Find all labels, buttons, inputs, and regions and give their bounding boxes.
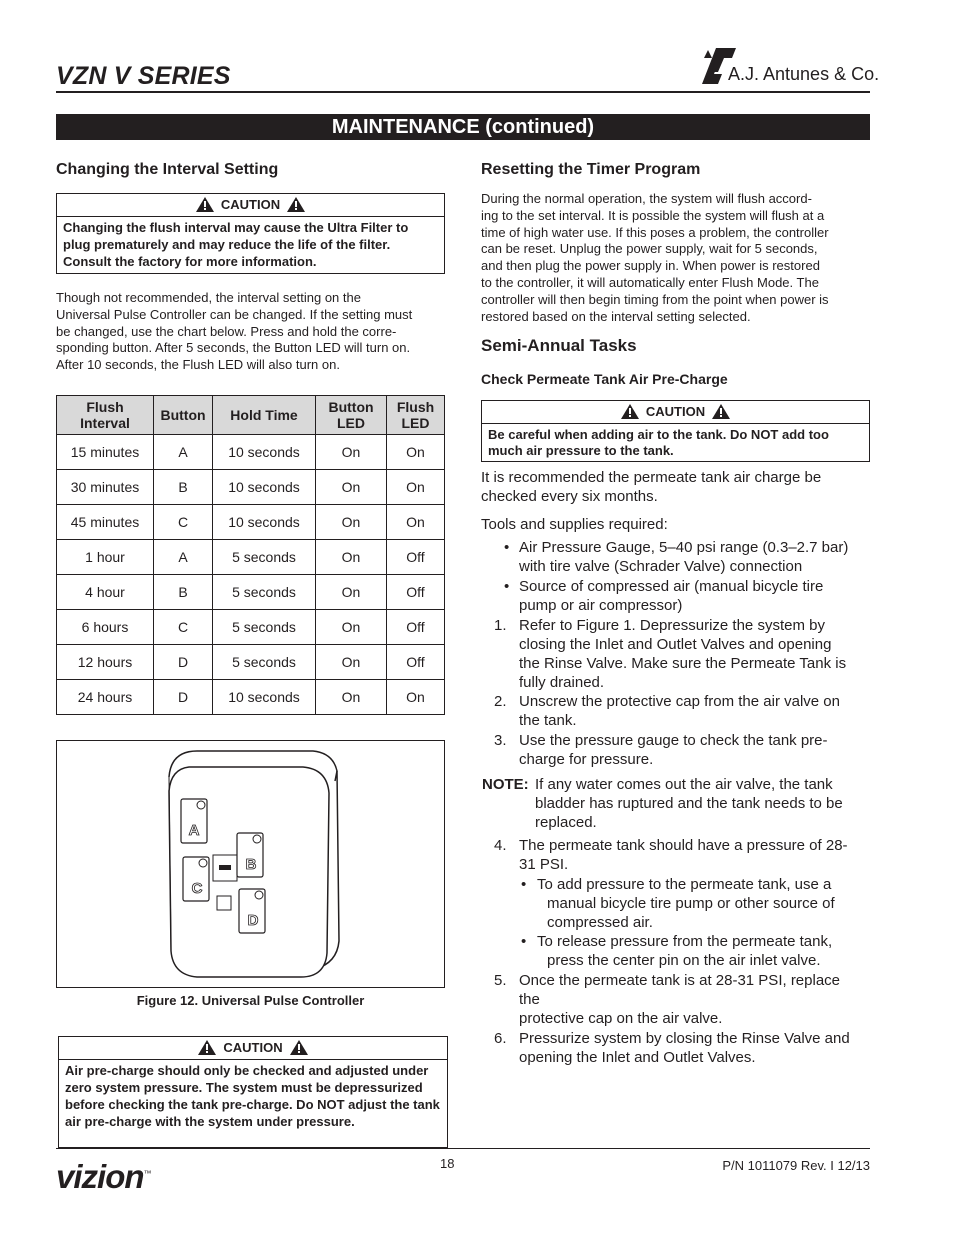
- cell: 10 seconds: [213, 680, 316, 715]
- reset-paragraph: [481, 191, 870, 325]
- text-line: 31 PSI.: [519, 856, 569, 873]
- col-header: Button LED: [316, 396, 387, 435]
- warning-icon: [289, 1039, 309, 1056]
- note-text: [535, 775, 872, 832]
- col-header: Flush Interval: [57, 396, 154, 435]
- cell: 4 hour: [57, 575, 154, 610]
- text-line: checked every six months.: [481, 488, 658, 505]
- interval-intro: [56, 290, 448, 374]
- figure-caption: Figure 12. Universal Pulse Controller: [136, 993, 365, 1008]
- table-row: [57, 505, 445, 540]
- table-row: [57, 645, 445, 680]
- text-line: controller will then begin timing from the point when power is: [481, 291, 829, 307]
- company-name: A.J. Antunes & Co.: [728, 64, 880, 84]
- cell: D: [154, 680, 213, 715]
- text-line: fully drained.: [519, 674, 605, 691]
- caution-text: Be careful when adding air to the tank. Do NOT add too much air pressure to the tank.: [488, 427, 829, 458]
- cell: 30 minutes: [57, 470, 154, 505]
- list-item: [481, 971, 871, 1028]
- sub-list-item: [481, 875, 871, 932]
- button-label: B: [245, 856, 257, 873]
- bullet: •: [504, 578, 510, 595]
- caution-label: CAUTION: [223, 1040, 283, 1055]
- list-text: [519, 538, 871, 576]
- cell: On: [316, 470, 387, 505]
- cell: 5 seconds: [213, 645, 316, 680]
- cell: 12 hours: [57, 645, 154, 680]
- cell: On: [316, 540, 387, 575]
- cell: 24 hours: [57, 680, 154, 715]
- text-line: protective cap on the air valve.: [519, 1010, 723, 1027]
- list-text: [519, 731, 871, 769]
- bullet: •: [521, 933, 527, 950]
- text-line: closing the Inlet and Outlet Valves and opening: [519, 636, 832, 653]
- cell: B: [154, 470, 213, 505]
- cell: 10 seconds: [213, 505, 316, 540]
- cell: A: [154, 540, 213, 575]
- col-header: Hold Time: [213, 396, 316, 435]
- cell: On: [316, 680, 387, 715]
- text-line: Pressurize system by closing the Rinse Valve and: [519, 1030, 850, 1047]
- semiannual-heading: Semi-Annual Tasks: [481, 336, 637, 355]
- center-logo-mark: [219, 865, 231, 870]
- text-line: ing to the set interval. It is possible the system will flush at a: [481, 207, 825, 223]
- trademark: ™: [143, 1169, 151, 1178]
- bullet: •: [521, 876, 527, 893]
- precharge-subheading: Check Permeate Tank Air Pre-Charge: [481, 371, 728, 387]
- tools-label: Tools and supplies required:: [481, 516, 668, 533]
- interval-heading: Changing the Interval Setting: [56, 161, 279, 178]
- text-line: pump or air compressor): [519, 597, 683, 614]
- caution-text: Air pre-charge should only be checked and adjusted under zero system pressure. The system must be depressurized before checking the tank pre-charge. Do NOT adjust the tank air pre-charge with the system under pressure.: [65, 1063, 440, 1129]
- cell: B: [154, 575, 213, 610]
- list-text: [519, 1029, 871, 1067]
- button-label: D: [247, 912, 259, 929]
- series-title: VZN V SERIES: [56, 62, 231, 90]
- cell: On: [316, 610, 387, 645]
- list-item: [481, 731, 871, 769]
- step-number: 3.: [494, 732, 507, 749]
- caution-box-filter: [56, 193, 445, 274]
- text-line: the: [519, 991, 540, 1008]
- list-item: [481, 538, 871, 576]
- step-number: 2.: [494, 693, 507, 710]
- button-label: C: [191, 880, 203, 897]
- footer-rule: [56, 1148, 870, 1149]
- table-row: [57, 680, 445, 715]
- caution-label: CAUTION: [220, 197, 281, 212]
- warning-icon: [286, 196, 306, 213]
- text-line: to the controller, it will automatically enter Flush Mode. The: [481, 274, 819, 290]
- cell: 15 minutes: [57, 435, 154, 470]
- table-row: [57, 470, 445, 505]
- text-line: Refer to Figure 1. Depressurize the system by: [519, 617, 825, 634]
- cell: C: [154, 610, 213, 645]
- cell: On: [387, 435, 445, 470]
- cell: On: [387, 680, 445, 715]
- page-number: 18: [440, 1156, 455, 1171]
- sub-list-item: [481, 932, 871, 970]
- list-text: [537, 932, 871, 970]
- recommend-paragraph: [481, 468, 870, 506]
- text-line: time of high water use. If this poses a problem, the controller: [481, 224, 829, 240]
- interval-table: [56, 395, 445, 715]
- caution-box-precharge: [58, 1036, 448, 1148]
- text-line: Unscrew the protective cap from the air valve on: [519, 693, 840, 710]
- text-line: sponding button. After 5 seconds, the Button LED will turn on.: [56, 340, 411, 356]
- list-text: [519, 616, 871, 692]
- text-line: After 10 seconds, the Flush LED will also turn on.: [56, 357, 340, 373]
- text-line: Use the pressure gauge to check the tank pre-: [519, 732, 828, 749]
- cell: C: [154, 505, 213, 540]
- list-item: [481, 692, 871, 730]
- cell: 5 seconds: [213, 540, 316, 575]
- cell: On: [387, 470, 445, 505]
- cell: Off: [387, 575, 445, 610]
- text-line: press the center pin on the air inlet valve.: [547, 952, 821, 969]
- text-line: The permeate tank should have a pressure of 28-: [519, 837, 848, 854]
- cell: A: [154, 435, 213, 470]
- text-line: Air Pressure Gauge, 5–40 psi range (0.3–2.7 bar): [519, 539, 849, 556]
- text-line: During the normal operation, the system will flush accord-: [481, 191, 812, 206]
- step-number: 4.: [494, 837, 507, 854]
- text-line: bladder has ruptured and the tank needs to be: [535, 795, 843, 812]
- cell: D: [154, 645, 213, 680]
- header-rule: [56, 91, 870, 93]
- cell: On: [387, 505, 445, 540]
- text-line: be changed, use the chart below. Press and hold the corre-: [56, 323, 397, 339]
- cell: 5 seconds: [213, 610, 316, 645]
- part-number: P/N 1011079 Rev. I 12/13: [722, 1158, 870, 1173]
- list-text: [537, 875, 871, 932]
- cell: Off: [387, 645, 445, 680]
- cell: 45 minutes: [57, 505, 154, 540]
- list-text: [519, 577, 871, 615]
- text-line: the Rinse Valve. Make sure the Permeate Tank is: [519, 655, 847, 672]
- list-item: [481, 577, 871, 615]
- list-item: [481, 836, 871, 874]
- table-row: [57, 610, 445, 645]
- warning-icon: [620, 403, 640, 420]
- caution-header: [57, 194, 444, 217]
- brand-name: vizion: [56, 1158, 144, 1195]
- cell: 10 seconds: [213, 435, 316, 470]
- text-line: and then plug the power supply in. When power is restored: [481, 258, 820, 274]
- pulse-controller-illustration: [57, 741, 444, 987]
- list-item: [481, 1029, 871, 1067]
- text-line: compressed air.: [547, 914, 653, 931]
- col-header: Flush LED: [387, 396, 445, 435]
- col-header: Button: [154, 396, 213, 435]
- table-header-row: [57, 396, 445, 435]
- text-line: To add pressure to the permeate tank, use a: [537, 876, 832, 893]
- bullet: •: [504, 539, 510, 556]
- button-label: A: [188, 822, 200, 839]
- warning-icon: [195, 196, 215, 213]
- text-line: the tank.: [519, 712, 577, 729]
- cell: Off: [387, 540, 445, 575]
- caution-text: Changing the flush interval may cause the Ultra Filter to plug prematurely and may reduce the life of the filter. Consult the factory for more information.: [63, 220, 409, 269]
- cell: On: [316, 435, 387, 470]
- text-line: To release pressure from the permeate tank,: [537, 933, 833, 950]
- text-line: Once the permeate tank is at 28-31 PSI, replace: [519, 972, 841, 989]
- note-label: NOTE:: [482, 776, 529, 793]
- table-row: [57, 435, 445, 470]
- note-block: [482, 775, 872, 832]
- step-number: 1.: [494, 617, 507, 634]
- caution-label: CAUTION: [645, 404, 706, 419]
- step-number: 6.: [494, 1030, 507, 1047]
- text-line: Universal Pulse Controller can be changed. If the setting must: [56, 306, 413, 322]
- caution-header: [59, 1037, 447, 1060]
- text-line: If any water comes out the air valve, the tank: [535, 776, 833, 793]
- text-line: charge for pressure.: [519, 751, 654, 768]
- caution-header: [482, 401, 869, 424]
- text-line: It is recommended the permeate tank air charge be: [481, 469, 822, 486]
- text-line: can be reset. Unplug the power supply, wait for 5 seconds,: [481, 241, 818, 257]
- cell: On: [316, 575, 387, 610]
- text-line: with tire valve (Schrader Valve) connection: [519, 558, 803, 575]
- vizion-logo: [56, 1158, 151, 1196]
- warning-icon: [711, 403, 731, 420]
- reset-heading: Resetting the Timer Program: [481, 161, 701, 178]
- cell: 1 hour: [57, 540, 154, 575]
- table-row: [57, 540, 445, 575]
- text-line: manual bicycle tire pump or other source of: [547, 895, 835, 912]
- text-line: replaced.: [535, 814, 597, 831]
- cell: On: [316, 645, 387, 680]
- cell: Off: [387, 610, 445, 645]
- text-line: opening the Inlet and Outlet Valves.: [519, 1049, 756, 1066]
- cell: On: [316, 505, 387, 540]
- warning-icon: [197, 1039, 217, 1056]
- cell: 5 seconds: [213, 575, 316, 610]
- table-row: [57, 575, 445, 610]
- caution-box-air: [481, 400, 870, 462]
- cell: 6 hours: [57, 610, 154, 645]
- text-line: Though not recommended, the interval setting on the: [56, 290, 361, 305]
- list-text: [519, 692, 871, 730]
- list-text: [519, 971, 871, 1028]
- list-text: [519, 836, 871, 874]
- step-number: 5.: [494, 972, 507, 989]
- figure-frame: [56, 740, 445, 988]
- cell: 10 seconds: [213, 470, 316, 505]
- list-item: [481, 616, 871, 692]
- text-line: Source of compressed air (manual bicycle tire: [519, 578, 824, 595]
- text-line: restored based on the interval setting selected.: [481, 308, 751, 324]
- section-banner: MAINTENANCE (continued): [56, 114, 870, 140]
